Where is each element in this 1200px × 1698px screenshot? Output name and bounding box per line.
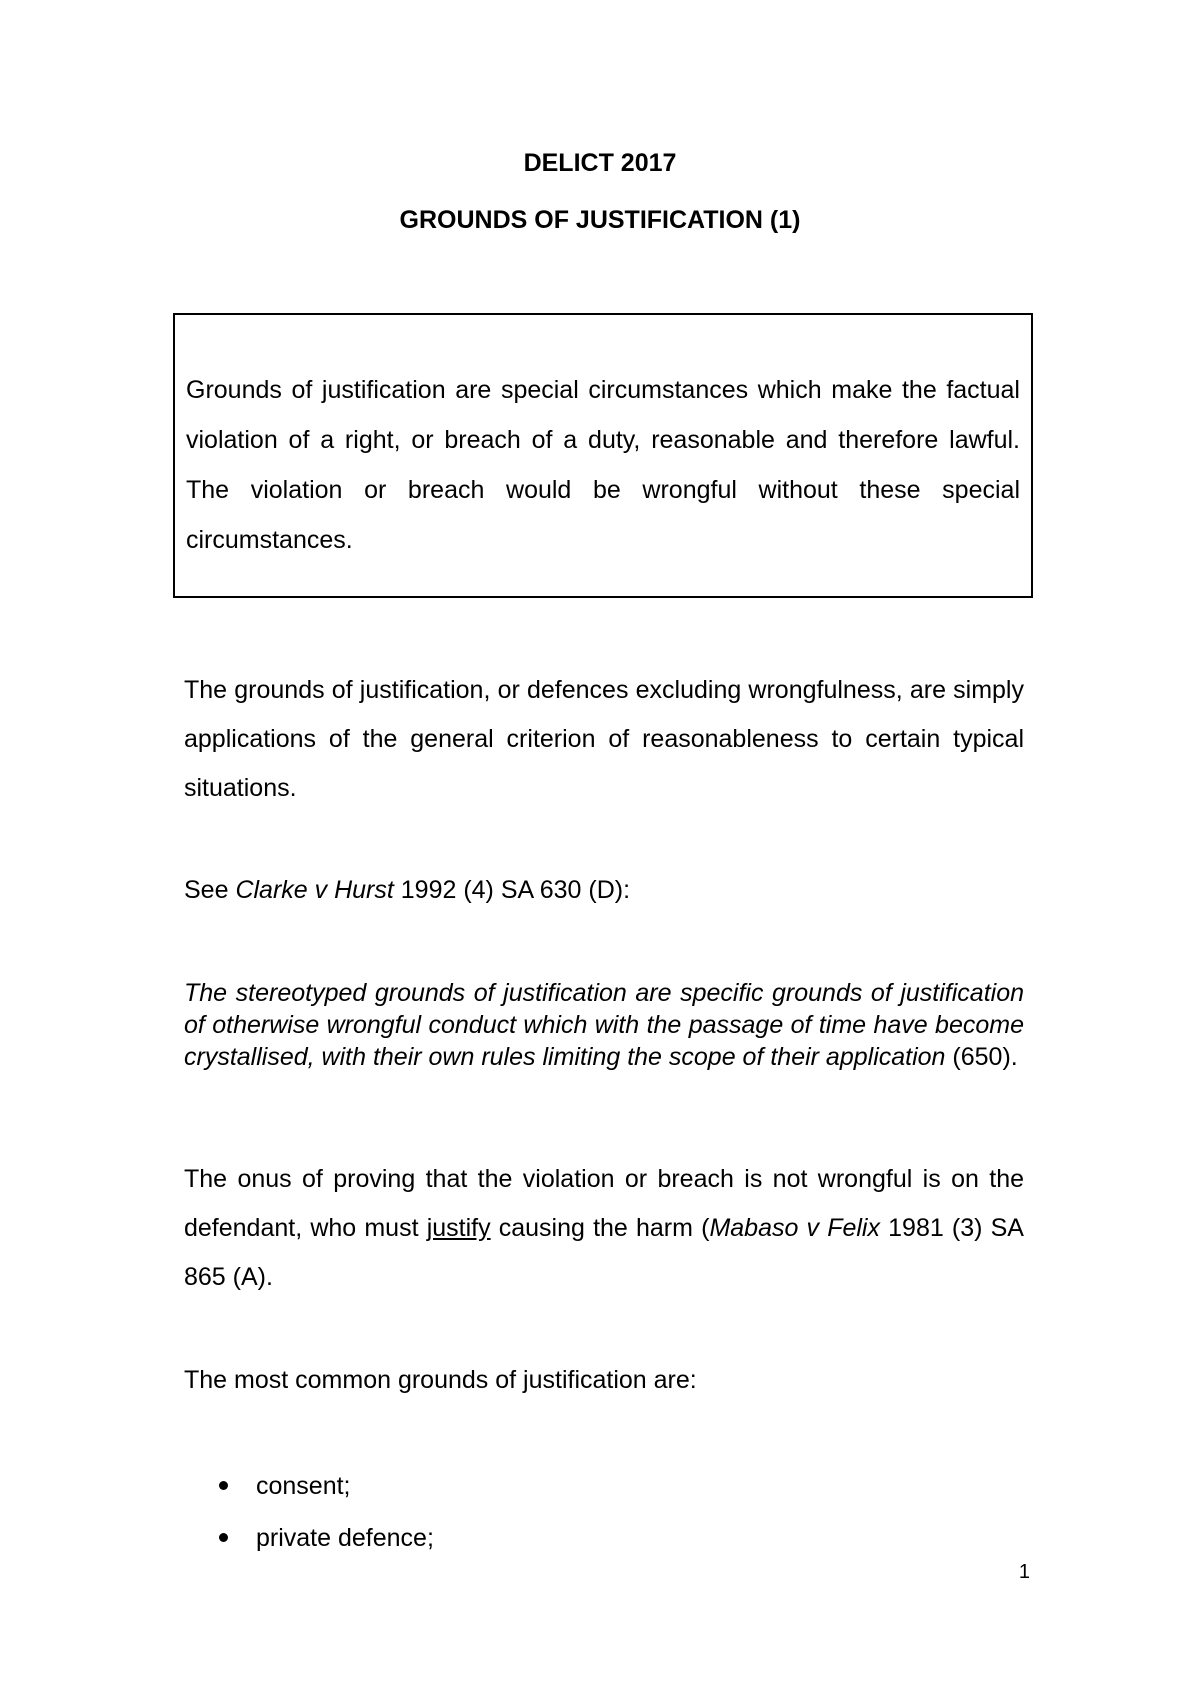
case-name-mabaso: Mabaso v Felix	[709, 1214, 880, 1242]
case-citation-mabaso: 1981 (3) SA 865 (A).	[184, 1214, 1024, 1291]
list-item	[210, 1512, 434, 1564]
definition-text: Grounds of justification are special circumstances which make the factual violation of a right, or breach of a duty, reasonable and therefore lawful. The violation or breach would be wrongful without these special circumstances.	[186, 376, 1020, 554]
case-quote	[184, 977, 1024, 1073]
document-subtitle: GROUNDS OF JUSTIFICATION (1)	[399, 206, 801, 234]
see-prefix: See	[184, 876, 236, 904]
onus-underlined-justify: justify	[426, 1214, 491, 1242]
list-item-text: private defence;	[256, 1524, 434, 1552]
quote-page-ref: (650).	[945, 1043, 1018, 1071]
paragraph-reasonableness: The grounds of justification, or defences excluding wrongfulness, are simply applications of the general criterion of reasonableness to certain typical situations.	[184, 676, 1024, 802]
document-title: DELICT 2017	[523, 149, 677, 177]
onus-text-1: The onus of proving that the violation or breach is not wrongful is on the defendant, who must	[184, 1165, 1024, 1242]
paragraph-onus	[184, 1155, 1024, 1302]
list-item	[210, 1460, 434, 1512]
grounds-list	[210, 1460, 434, 1564]
definition-box	[173, 313, 1033, 598]
quote-text: The stereotyped grounds of justification are specific grounds of justification of otherwise wrongful conduct which with the passage of time have become crystallised, with their own rules limiting the scope of their application	[184, 979, 1024, 1071]
list-intro: The most common grounds of justification are:	[184, 1366, 697, 1394]
onus-text-2: causing the harm (	[490, 1214, 710, 1242]
see-reference	[184, 866, 1024, 915]
list-item-text: consent;	[256, 1472, 351, 1500]
bullet-icon	[219, 1533, 228, 1542]
case-citation-clarke: 1992 (4) SA 630 (D):	[393, 876, 631, 904]
page-number: 1	[1018, 1561, 1030, 1583]
bullet-icon	[219, 1481, 228, 1490]
case-name-clarke: Clarke v Hurst	[235, 876, 394, 904]
